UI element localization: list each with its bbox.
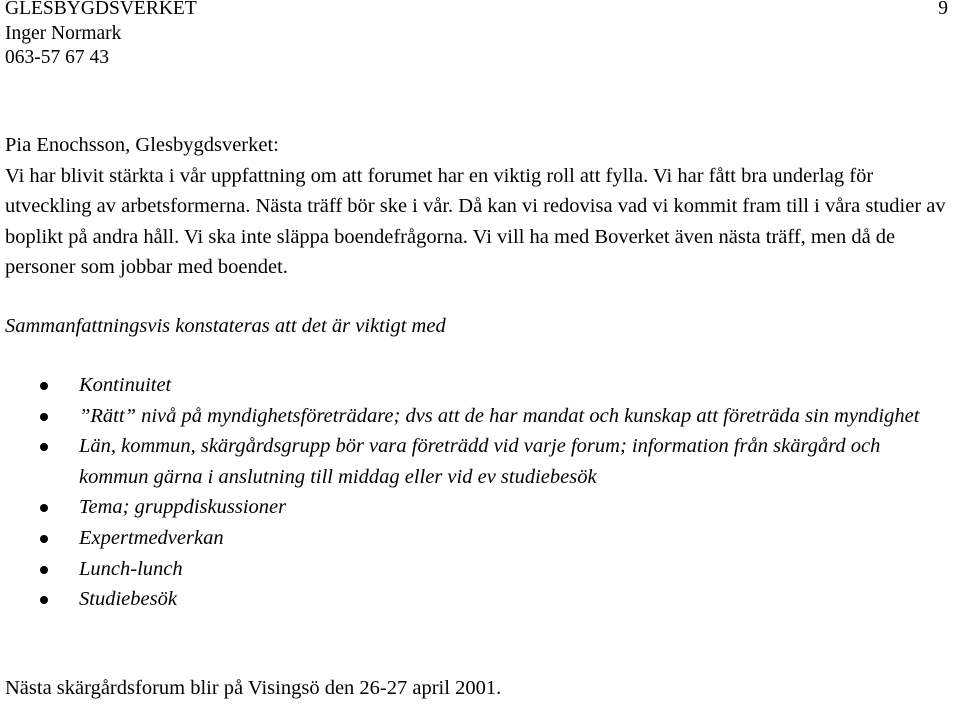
- list-item: [0, 492, 950, 523]
- bullet-icon: [40, 443, 48, 451]
- list-item-text: Tema; gruppdiskussioner: [79, 496, 287, 519]
- list-item: [0, 370, 950, 401]
- bullet-icon: [40, 413, 48, 421]
- list-item-text: Expertmedverkan: [79, 526, 224, 549]
- speaker-statement: Vi har blivit stärkta i vår uppfattning om att forumet har en viktig roll att fylla. Vi har fått bra underlag för utveckling av arbetsformerna. Nästa träff bör ske i vår. Då kan vi redovisa vad vi kommit fram till i våra studier av boplikt på andra håll. Vi ska inte släppa boendefrågorna. Vi vill ha med Boverket även nästa träff, men då de personer som jobbar med boendet.: [5, 164, 946, 279]
- list-item-text: Län, kommun, skärgårdsgrupp bör vara företrädd vid varje forum; information från skärgård och kommun gärna i anslutning till middag eller vid ev studiebesök: [79, 435, 881, 488]
- speaker-section: [5, 130, 950, 283]
- list-item: [0, 401, 950, 432]
- bullet-icon: [40, 504, 48, 512]
- bullet-icon: [40, 596, 48, 604]
- bullet-icon: [40, 535, 48, 543]
- bullet-icon: [40, 566, 48, 574]
- speaker-name: Pia Enochsson, Glesbygdsverket:: [5, 134, 279, 156]
- header-phone: 063-57 67 43: [5, 47, 109, 68]
- list-item-text: Kontinuitet: [79, 374, 172, 396]
- summary-intro: Sammanfattningsvis konstateras att det är viktigt med: [5, 315, 446, 337]
- bullet-icon: [40, 382, 48, 390]
- list-item-text: ”Rätt” nivå på myndighetsföreträdare; dvs att de har mandat och kunskap att företräda sin myndighet: [79, 404, 920, 427]
- list-item-text: Studiebesök: [79, 588, 177, 611]
- list-item: [0, 431, 950, 492]
- header-organization: GLESBYGDSVERKET: [5, 0, 197, 19]
- page-number: 9: [938, 0, 948, 19]
- summary-list: [0, 370, 950, 615]
- list-item-text: Lunch-lunch: [79, 557, 183, 580]
- header-person: Inger Normark: [5, 22, 122, 44]
- list-item: [0, 523, 950, 554]
- list-item: [0, 584, 950, 615]
- closing-note: Nästa skärgårdsforum blir på Visingsö den 26-27 april 2001.: [5, 677, 502, 699]
- list-item: [0, 554, 950, 585]
- page-header: [5, 0, 197, 71]
